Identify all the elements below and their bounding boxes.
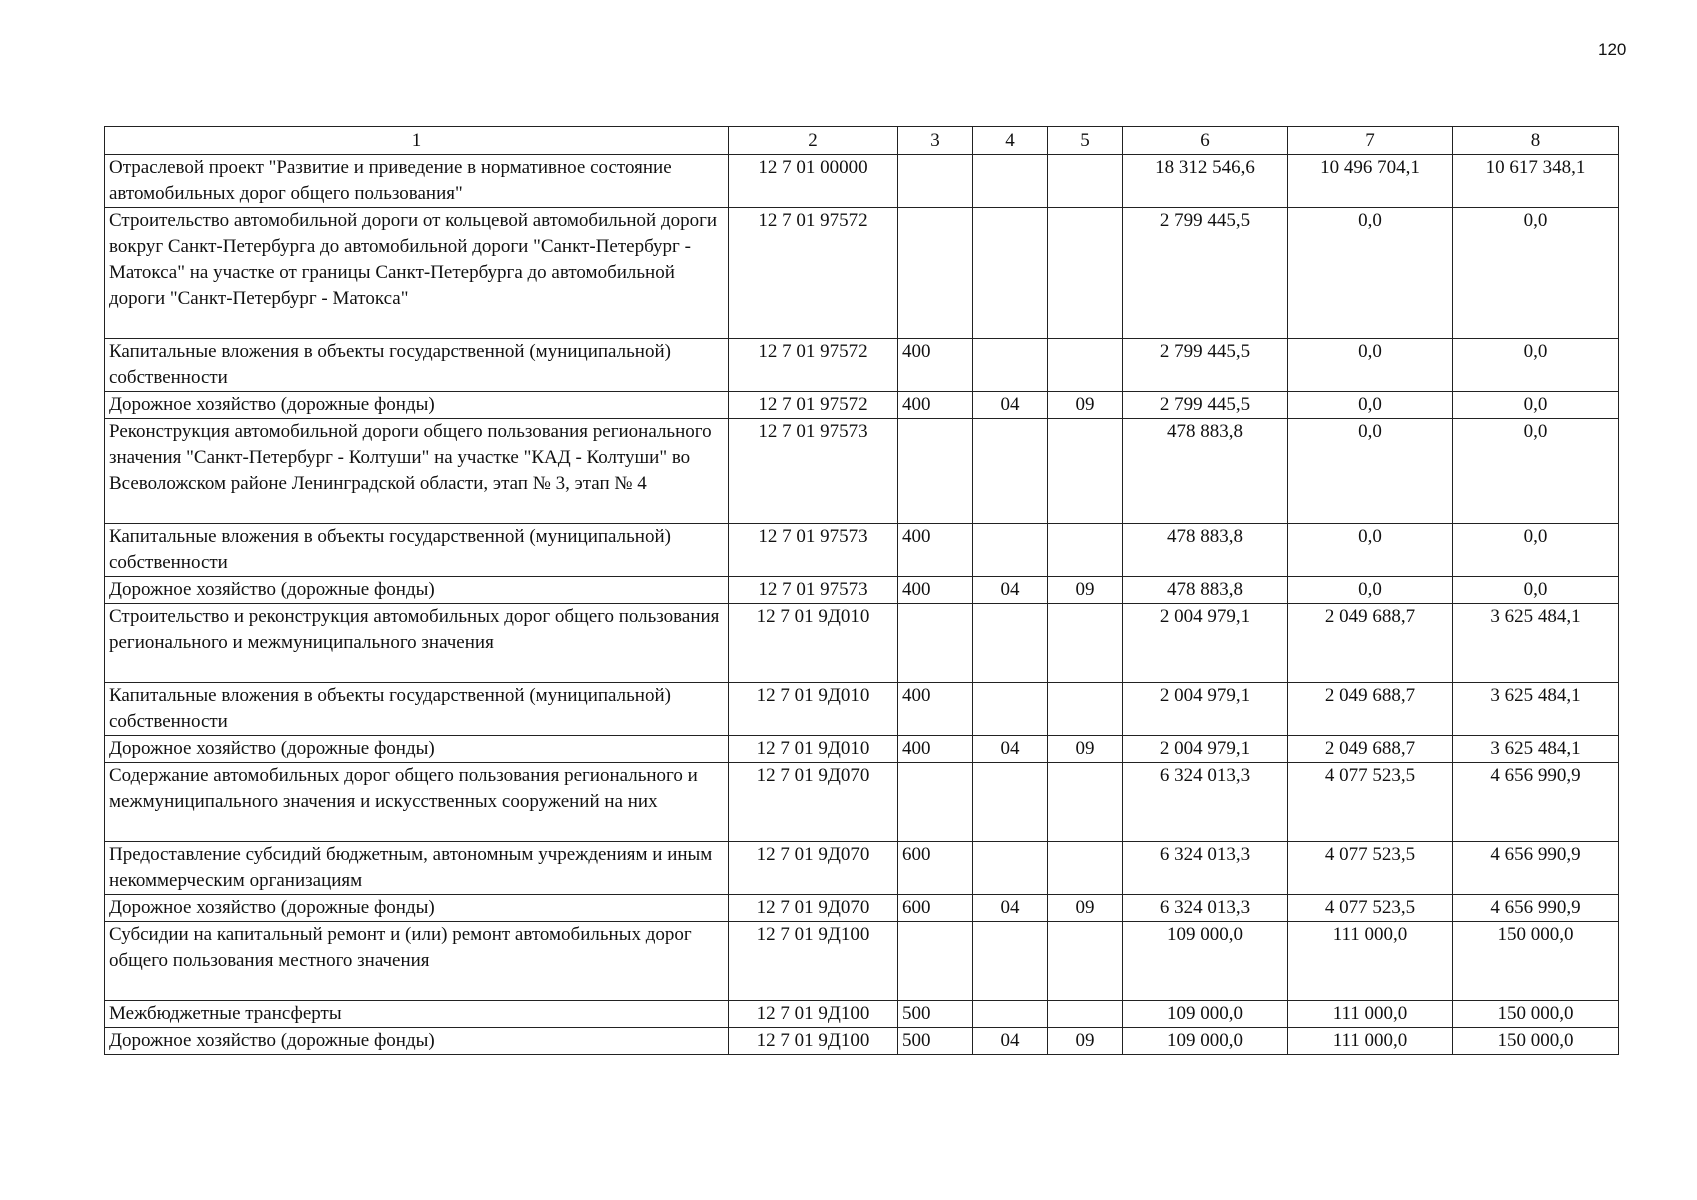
row-name: Капитальные вложения в объекты государственной (муниципальной) собственности bbox=[105, 339, 729, 392]
row-subsection bbox=[1048, 339, 1123, 392]
row-value-7: 4 077 523,5 bbox=[1288, 842, 1453, 895]
row-value-8: 3 625 484,1 bbox=[1453, 683, 1619, 736]
table-row bbox=[105, 736, 1619, 763]
row-expense-type: 400 bbox=[898, 339, 973, 392]
row-name: Строительство и реконструкция автомобильных дорог общего пользования регионального и межмуниципального значения bbox=[105, 604, 729, 683]
row-value-6: 478 883,8 bbox=[1123, 577, 1288, 604]
row-expense-type bbox=[898, 763, 973, 842]
row-name: Капитальные вложения в объекты государственной (муниципальной) собственности bbox=[105, 524, 729, 577]
row-section: 04 bbox=[973, 392, 1048, 419]
row-value-6: 6 324 013,3 bbox=[1123, 763, 1288, 842]
table-row bbox=[105, 419, 1619, 524]
row-section: 04 bbox=[973, 736, 1048, 763]
row-value-8: 150 000,0 bbox=[1453, 922, 1619, 1001]
row-expense-type: 500 bbox=[898, 1028, 973, 1055]
column-header-4: 4 bbox=[973, 127, 1048, 155]
table-row bbox=[105, 392, 1619, 419]
row-code: 12 7 01 97573 bbox=[729, 577, 898, 604]
row-subsection: 09 bbox=[1048, 736, 1123, 763]
table-row bbox=[105, 1028, 1619, 1055]
row-value-8: 150 000,0 bbox=[1453, 1001, 1619, 1028]
row-value-7: 2 049 688,7 bbox=[1288, 683, 1453, 736]
column-header-1: 1 bbox=[105, 127, 729, 155]
row-code: 12 7 01 9Д100 bbox=[729, 1028, 898, 1055]
table-row bbox=[105, 683, 1619, 736]
row-value-6: 6 324 013,3 bbox=[1123, 842, 1288, 895]
row-value-6: 478 883,8 bbox=[1123, 419, 1288, 524]
row-expense-type: 400 bbox=[898, 736, 973, 763]
column-header-2: 2 bbox=[729, 127, 898, 155]
row-subsection bbox=[1048, 1001, 1123, 1028]
row-value-8: 3 625 484,1 bbox=[1453, 736, 1619, 763]
row-code: 12 7 01 9Д070 bbox=[729, 895, 898, 922]
row-value-8: 0,0 bbox=[1453, 419, 1619, 524]
row-subsection bbox=[1048, 763, 1123, 842]
table-row bbox=[105, 842, 1619, 895]
column-header-5: 5 bbox=[1048, 127, 1123, 155]
row-code: 12 7 01 97572 bbox=[729, 208, 898, 339]
row-name: Субсидии на капитальный ремонт и (или) ремонт автомобильных дорог общего пользования местного значения bbox=[105, 922, 729, 1001]
row-value-7: 2 049 688,7 bbox=[1288, 604, 1453, 683]
row-value-8: 0,0 bbox=[1453, 392, 1619, 419]
column-header-7: 7 bbox=[1288, 127, 1453, 155]
row-code: 12 7 01 9Д100 bbox=[729, 922, 898, 1001]
row-name: Строительство автомобильной дороги от кольцевой автомобильной дороги вокруг Санкт-Петербурга до автомобильной дороги "Санкт-Петербург - Матокса" на участке от границы Санкт-Петербурга до автомобильной дороги "Санкт-Петербург - Матокса" bbox=[105, 208, 729, 339]
row-expense-type: 400 bbox=[898, 392, 973, 419]
row-subsection bbox=[1048, 155, 1123, 208]
table-row bbox=[105, 1001, 1619, 1028]
row-value-7: 0,0 bbox=[1288, 419, 1453, 524]
row-value-6: 109 000,0 bbox=[1123, 1028, 1288, 1055]
row-code: 12 7 01 9Д070 bbox=[729, 763, 898, 842]
page-number: 120 bbox=[1598, 40, 1627, 59]
row-name: Предоставление субсидий бюджетным, автономным учреждениям и иным некоммерческим организациям bbox=[105, 842, 729, 895]
row-section bbox=[973, 604, 1048, 683]
row-subsection bbox=[1048, 922, 1123, 1001]
row-value-6: 2 004 979,1 bbox=[1123, 604, 1288, 683]
row-code: 12 7 01 9Д010 bbox=[729, 604, 898, 683]
row-name: Межбюджетные трансферты bbox=[105, 1001, 729, 1028]
row-value-7: 111 000,0 bbox=[1288, 922, 1453, 1001]
row-value-6: 6 324 013,3 bbox=[1123, 895, 1288, 922]
row-value-6: 2 799 445,5 bbox=[1123, 339, 1288, 392]
row-value-6: 109 000,0 bbox=[1123, 1001, 1288, 1028]
row-name: Дорожное хозяйство (дорожные фонды) bbox=[105, 736, 729, 763]
row-value-6: 478 883,8 bbox=[1123, 524, 1288, 577]
table-row bbox=[105, 922, 1619, 1001]
row-name: Реконструкция автомобильной дороги общего пользования регионального значения "Санкт-Петербург - Колтуши" на участке "КАД - Колтуши" во Всеволожском районе Ленинградской области, этап № 3, этап № 4 bbox=[105, 419, 729, 524]
row-code: 12 7 01 97572 bbox=[729, 392, 898, 419]
row-value-7: 4 077 523,5 bbox=[1288, 895, 1453, 922]
row-value-8: 10 617 348,1 bbox=[1453, 155, 1619, 208]
row-value-7: 10 496 704,1 bbox=[1288, 155, 1453, 208]
row-value-7: 0,0 bbox=[1288, 208, 1453, 339]
row-section bbox=[973, 524, 1048, 577]
row-value-8: 4 656 990,9 bbox=[1453, 895, 1619, 922]
row-code: 12 7 01 97573 bbox=[729, 419, 898, 524]
row-code: 12 7 01 00000 bbox=[729, 155, 898, 208]
column-number-row bbox=[105, 127, 1619, 155]
row-value-7: 111 000,0 bbox=[1288, 1028, 1453, 1055]
row-value-8: 150 000,0 bbox=[1453, 1028, 1619, 1055]
row-subsection bbox=[1048, 208, 1123, 339]
row-section: 04 bbox=[973, 577, 1048, 604]
row-value-8: 3 625 484,1 bbox=[1453, 604, 1619, 683]
row-value-8: 0,0 bbox=[1453, 524, 1619, 577]
row-expense-type: 400 bbox=[898, 524, 973, 577]
row-subsection: 09 bbox=[1048, 577, 1123, 604]
row-value-6: 18 312 546,6 bbox=[1123, 155, 1288, 208]
row-code: 12 7 01 9Д010 bbox=[729, 683, 898, 736]
row-value-8: 0,0 bbox=[1453, 339, 1619, 392]
table-row bbox=[105, 895, 1619, 922]
table-row bbox=[105, 763, 1619, 842]
table-row bbox=[105, 524, 1619, 577]
row-value-6: 2 799 445,5 bbox=[1123, 392, 1288, 419]
row-code: 12 7 01 97573 bbox=[729, 524, 898, 577]
row-name: Дорожное хозяйство (дорожные фонды) bbox=[105, 895, 729, 922]
row-section bbox=[973, 763, 1048, 842]
row-name: Капитальные вложения в объекты государственной (муниципальной) собственности bbox=[105, 683, 729, 736]
column-header-3: 3 bbox=[898, 127, 973, 155]
row-expense-type: 400 bbox=[898, 577, 973, 604]
row-value-7: 111 000,0 bbox=[1288, 1001, 1453, 1028]
row-section: 04 bbox=[973, 895, 1048, 922]
row-expense-type bbox=[898, 208, 973, 339]
row-subsection: 09 bbox=[1048, 1028, 1123, 1055]
row-name: Дорожное хозяйство (дорожные фонды) bbox=[105, 392, 729, 419]
row-expense-type: 500 bbox=[898, 1001, 973, 1028]
row-expense-type bbox=[898, 604, 973, 683]
row-subsection bbox=[1048, 683, 1123, 736]
row-subsection bbox=[1048, 524, 1123, 577]
row-expense-type bbox=[898, 419, 973, 524]
row-section bbox=[973, 208, 1048, 339]
row-section bbox=[973, 842, 1048, 895]
budget-table bbox=[104, 126, 1619, 1055]
row-code: 12 7 01 97572 bbox=[729, 339, 898, 392]
row-value-8: 4 656 990,9 bbox=[1453, 842, 1619, 895]
row-section bbox=[973, 419, 1048, 524]
table-row bbox=[105, 339, 1619, 392]
row-value-6: 2 004 979,1 bbox=[1123, 683, 1288, 736]
row-value-8: 4 656 990,9 bbox=[1453, 763, 1619, 842]
row-code: 12 7 01 9Д070 bbox=[729, 842, 898, 895]
row-value-7: 4 077 523,5 bbox=[1288, 763, 1453, 842]
row-subsection bbox=[1048, 419, 1123, 524]
row-value-7: 0,0 bbox=[1288, 392, 1453, 419]
table-row bbox=[105, 577, 1619, 604]
row-value-8: 0,0 bbox=[1453, 577, 1619, 604]
row-subsection bbox=[1048, 604, 1123, 683]
row-value-8: 0,0 bbox=[1453, 208, 1619, 339]
row-subsection: 09 bbox=[1048, 895, 1123, 922]
row-expense-type bbox=[898, 155, 973, 208]
row-code: 12 7 01 9Д010 bbox=[729, 736, 898, 763]
row-subsection: 09 bbox=[1048, 392, 1123, 419]
row-name: Дорожное хозяйство (дорожные фонды) bbox=[105, 577, 729, 604]
row-section bbox=[973, 922, 1048, 1001]
row-expense-type bbox=[898, 922, 973, 1001]
row-value-6: 2 004 979,1 bbox=[1123, 736, 1288, 763]
row-value-7: 0,0 bbox=[1288, 339, 1453, 392]
row-section: 04 bbox=[973, 1028, 1048, 1055]
row-value-7: 0,0 bbox=[1288, 577, 1453, 604]
table-row bbox=[105, 604, 1619, 683]
row-expense-type: 600 bbox=[898, 895, 973, 922]
row-section bbox=[973, 1001, 1048, 1028]
row-value-7: 2 049 688,7 bbox=[1288, 736, 1453, 763]
row-code: 12 7 01 9Д100 bbox=[729, 1001, 898, 1028]
row-expense-type: 600 bbox=[898, 842, 973, 895]
row-expense-type: 400 bbox=[898, 683, 973, 736]
row-section bbox=[973, 155, 1048, 208]
row-name: Отраслевой проект "Развитие и приведение в нормативное состояние автомобильных дорог общего пользования" bbox=[105, 155, 729, 208]
row-section bbox=[973, 339, 1048, 392]
row-section bbox=[973, 683, 1048, 736]
column-header-8: 8 bbox=[1453, 127, 1619, 155]
row-name: Дорожное хозяйство (дорожные фонды) bbox=[105, 1028, 729, 1055]
row-value-6: 109 000,0 bbox=[1123, 922, 1288, 1001]
row-value-6: 2 799 445,5 bbox=[1123, 208, 1288, 339]
row-subsection bbox=[1048, 842, 1123, 895]
table-row bbox=[105, 208, 1619, 339]
column-header-6: 6 bbox=[1123, 127, 1288, 155]
table-row bbox=[105, 155, 1619, 208]
row-value-7: 0,0 bbox=[1288, 524, 1453, 577]
row-name: Содержание автомобильных дорог общего пользования регионального и межмуниципального значения и искусственных сооружений на них bbox=[105, 763, 729, 842]
